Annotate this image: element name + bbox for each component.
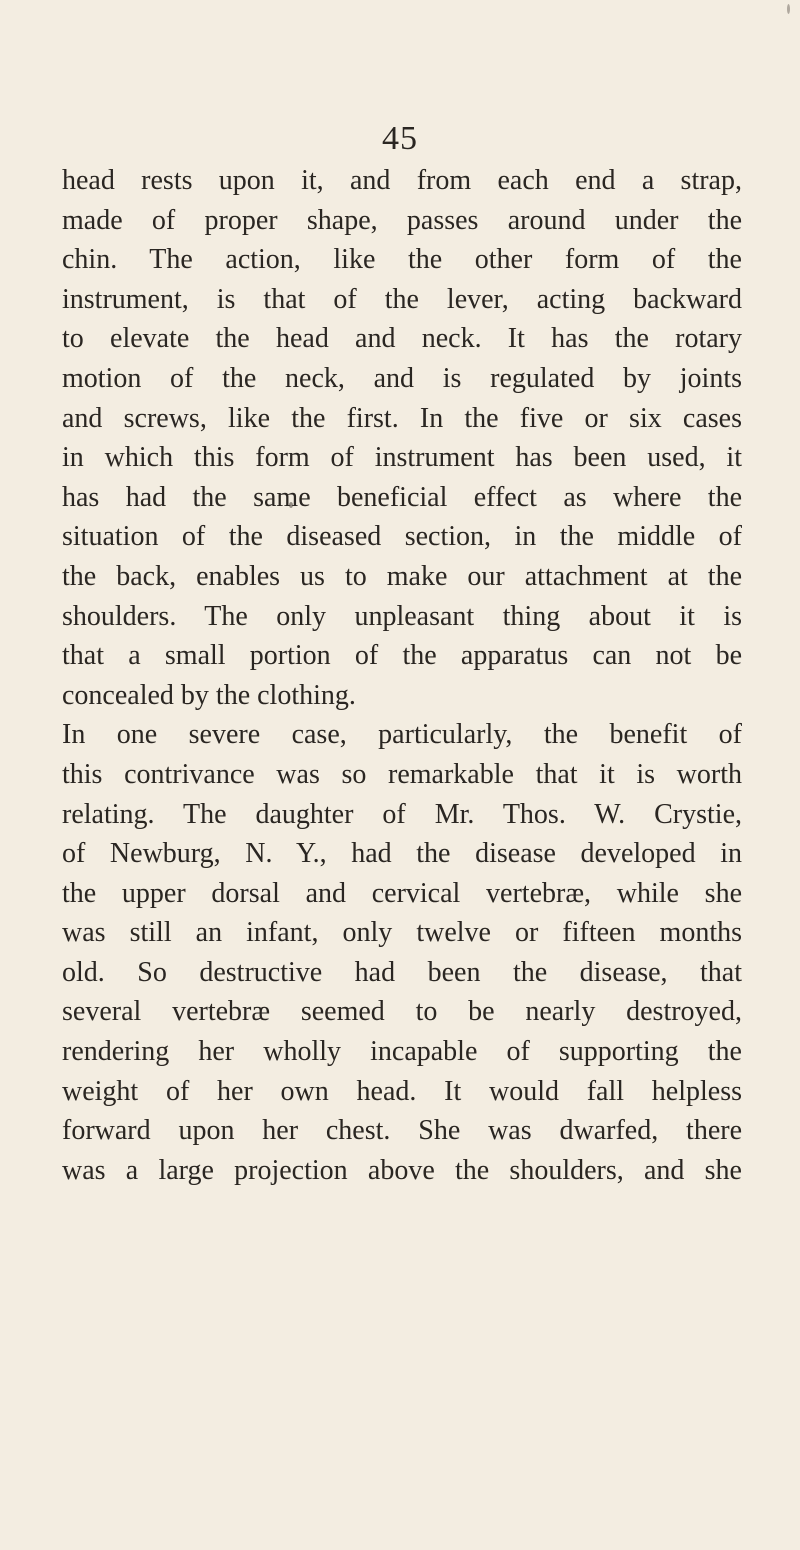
text-line: that a small portion of the apparatus can not be bbox=[62, 640, 742, 672]
text-line: rendering her wholly incapable of supporting the bbox=[62, 1036, 742, 1068]
text-line: has had the same beneficial effect as where the bbox=[62, 481, 742, 513]
text-line: in which this form of instrument has been used, it bbox=[62, 442, 742, 474]
text-line: relating. The daughter of Mr. Thos. W. Crystie, bbox=[62, 798, 742, 830]
text-line: the upper dorsal and cervical vertebræ, while she bbox=[62, 877, 742, 909]
text-line: of Newburg, N. Y., had the disease developed in bbox=[62, 838, 742, 870]
text-line: weight of her own head. It would fall helpless bbox=[62, 1075, 742, 1107]
page-number: 45 bbox=[382, 120, 418, 157]
text-line: concealed by the clothing. bbox=[62, 679, 356, 711]
text-line: head rests upon it, and from each end a strap, bbox=[62, 165, 742, 196]
text-line: and screws, like the first. In the five or six cases bbox=[62, 402, 742, 434]
text-line: forward upon her chest. She was dwarfed, there bbox=[62, 1115, 742, 1147]
text-line: motion of the neck, and is regulated by joints bbox=[62, 362, 742, 394]
text-line: was a large projection above the shoulders, and she bbox=[62, 1154, 742, 1186]
text-line: situation of the diseased section, in the middle of bbox=[62, 521, 742, 553]
text-line: to elevate the head and neck. It has the rotary bbox=[62, 323, 742, 355]
paragraph-start-line: In one severe case, particularly, the benefit of bbox=[62, 719, 742, 751]
text-line: several vertebræ seemed to be nearly destroyed, bbox=[62, 996, 742, 1028]
text-line: shoulders. The only unpleasant thing about it is bbox=[62, 600, 742, 632]
text-line: this contrivance was so remarkable that it is worth bbox=[62, 758, 742, 790]
text-line: chin. The action, like the other form of the bbox=[62, 244, 742, 276]
text-line: made of proper shape, passes around under the bbox=[62, 204, 742, 236]
text-line: instrument, is that of the lever, acting backward bbox=[62, 283, 742, 315]
text-line: old. So destructive had been the disease, that bbox=[62, 956, 742, 988]
body-text bbox=[62, 161, 742, 1190]
text-line: was still an infant, only twelve or fifteen months bbox=[62, 917, 742, 949]
text-line: the back, enables us to make our attachment at the bbox=[62, 560, 742, 592]
ink-speck bbox=[787, 4, 790, 14]
